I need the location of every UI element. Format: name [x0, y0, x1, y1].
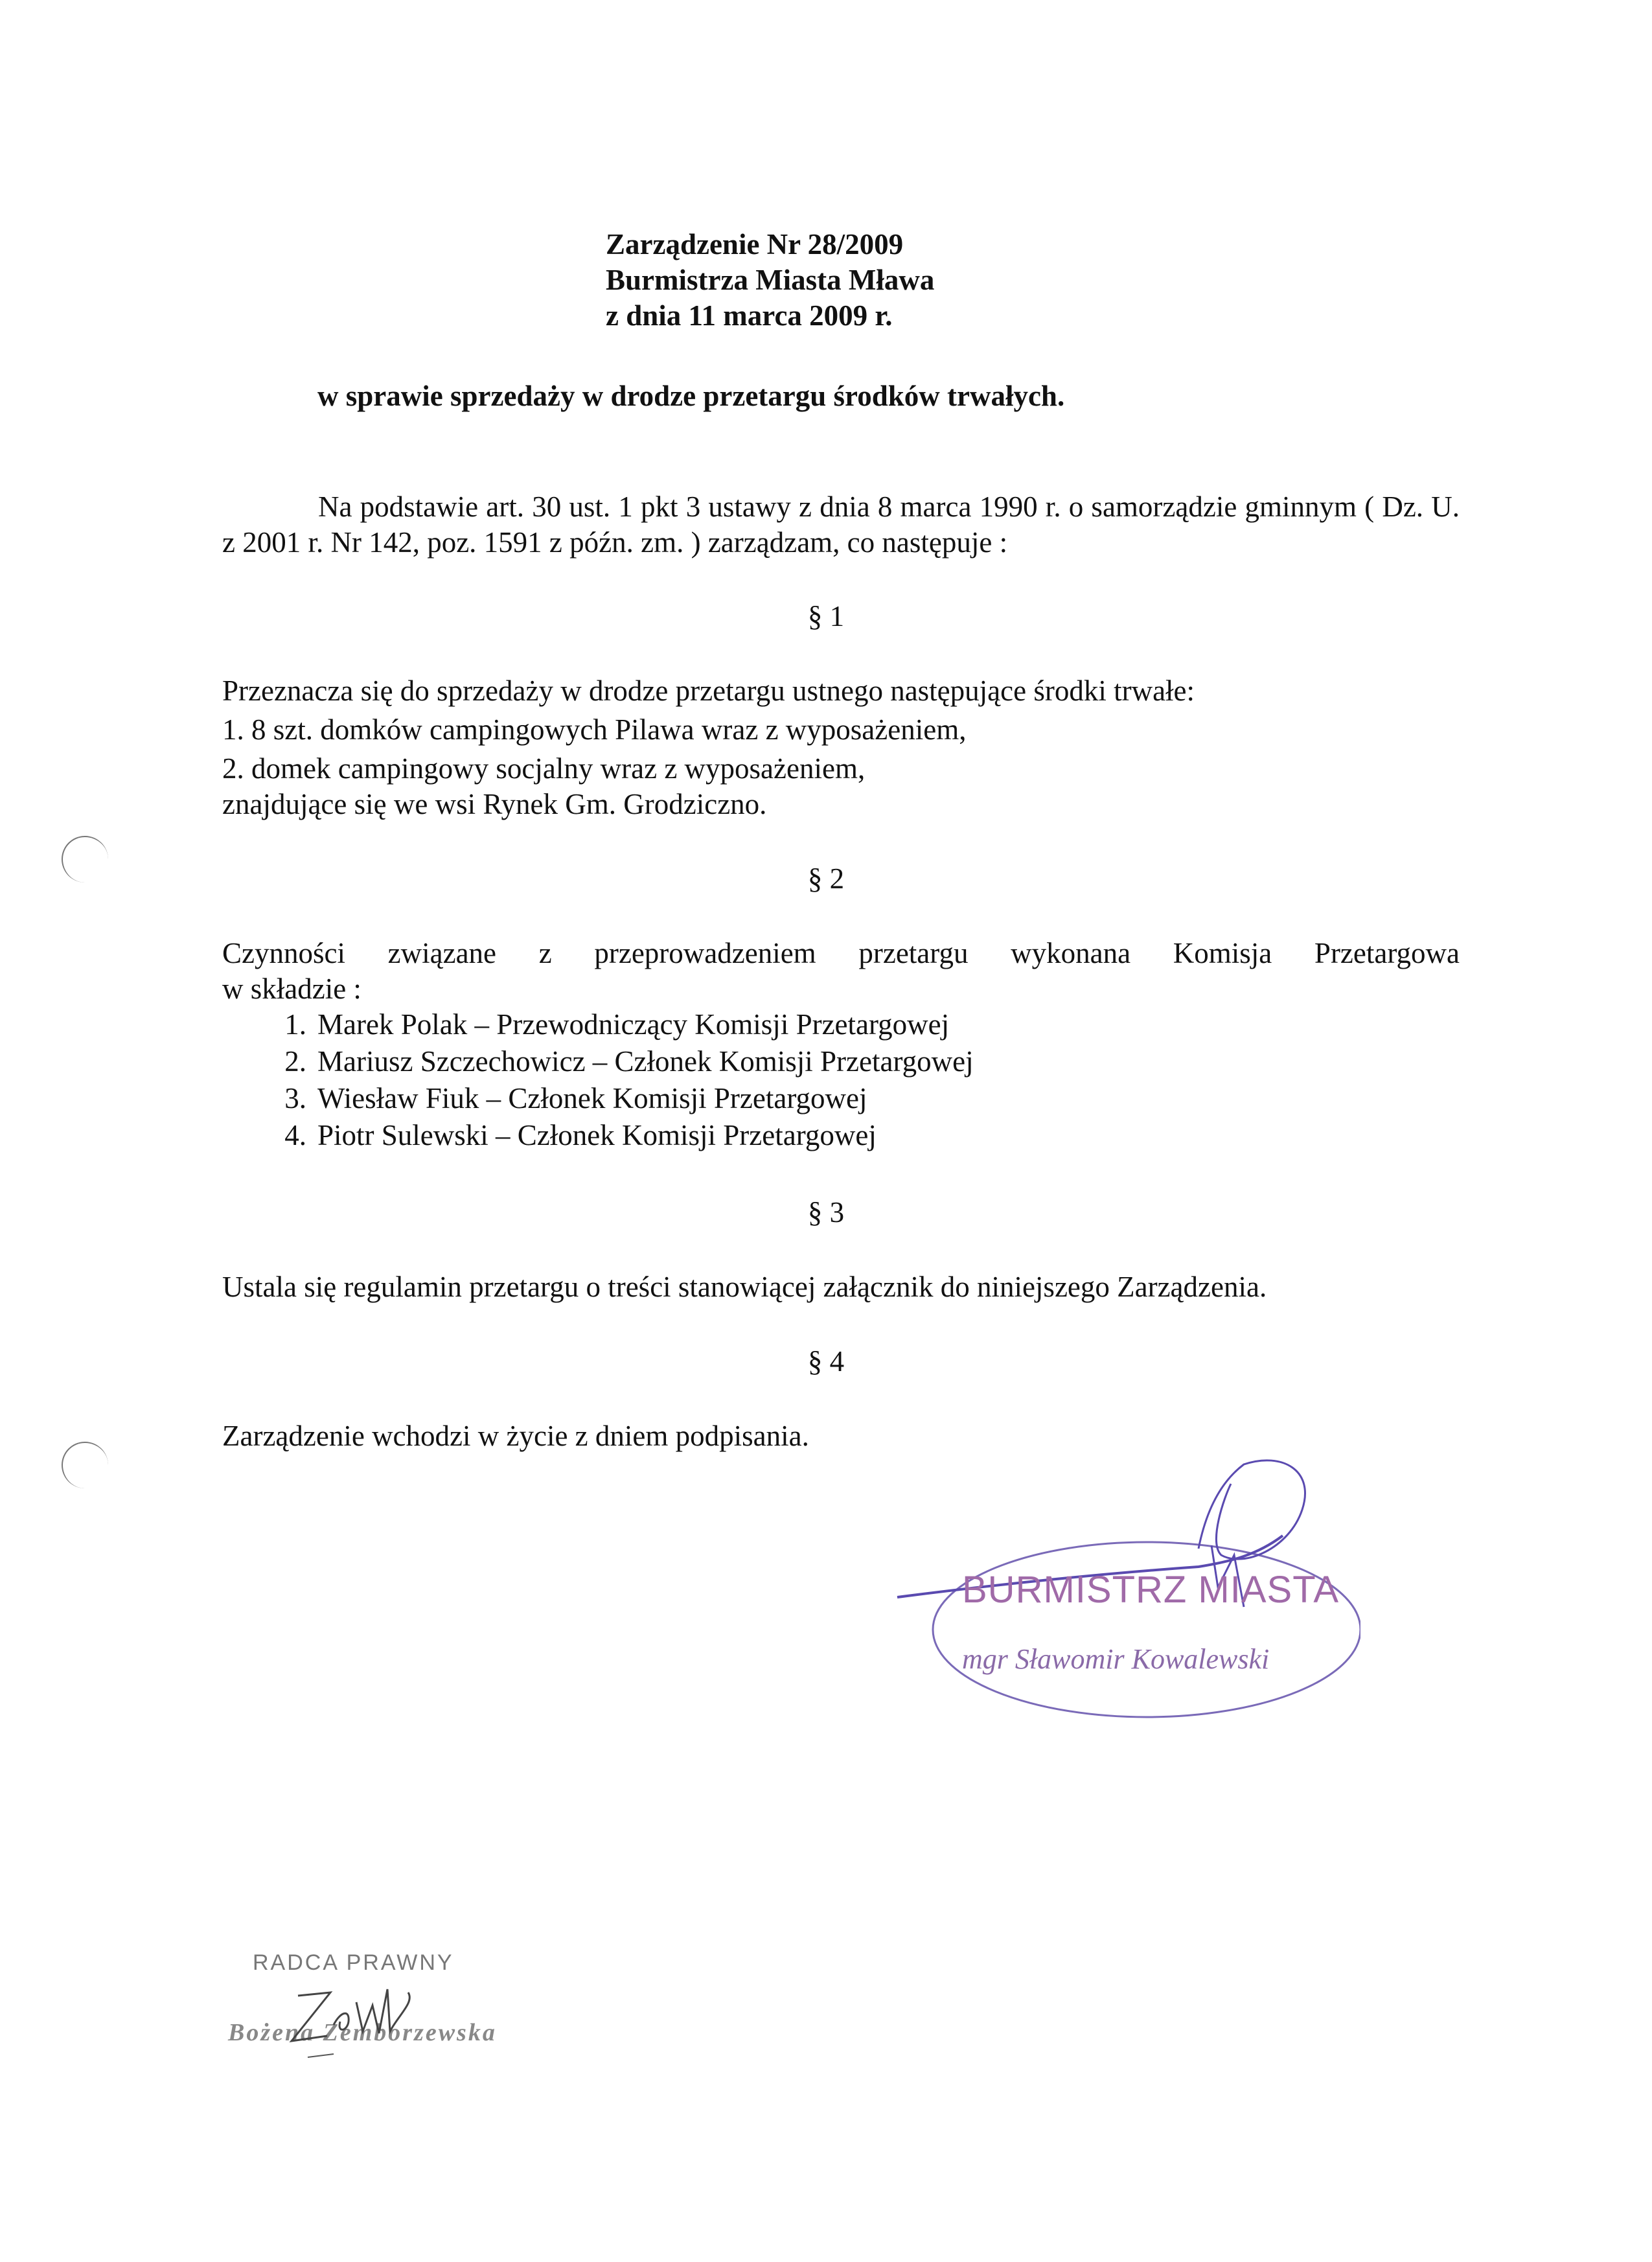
- member-number: 4.: [284, 1119, 306, 1151]
- member-number: 1.: [284, 1008, 306, 1041]
- legal-signature: [220, 1944, 512, 2080]
- section-1-lead: Przeznacza się do sprzedaży w drodze przetargu ustnego następujące środki trwałe:: [222, 675, 1195, 707]
- section-2-lead: Czynności związane z przeprowadzeniem przetargu wykonana Komisja Przetargowa: [222, 937, 1460, 969]
- issue-date: z dnia 11 marca 2009 r.: [606, 299, 893, 332]
- stamp-title: BURMISTRZ MIASTA: [962, 1569, 1340, 1611]
- member-text: Wiesław Fiuk – Członek Komisji Przetargowej: [317, 1082, 867, 1114]
- section-4-heading: § 4: [807, 1345, 845, 1378]
- document-header: [606, 227, 934, 334]
- section-1-heading: § 1: [807, 600, 845, 632]
- section-2-lead-continued: w składzie :: [222, 973, 361, 1005]
- punch-hole: [62, 1442, 108, 1488]
- member-text: Mariusz Szczechowicz – Członek Komisji Przetargowej: [317, 1045, 974, 1078]
- legal-basis-paragraph: Na podstawie art. 30 ust. 1 pkt 3 ustawy z dnia 8 marca 1990 r. o samorządzie gminnym ( Dz. U. z 2001 r. Nr 142, poz. 1591 z późn. zm. ) zarządzam, co następuje :: [222, 490, 1460, 559]
- member-text: Piotr Sulewski – Członek Komisji Przetargowej: [317, 1119, 877, 1151]
- section-1-item: 2. domek campingowy socjalny wraz z wyposażeniem,: [222, 752, 866, 785]
- section-4-text: Zarządzenie wchodzi w życie z dniem podpisania.: [222, 1420, 809, 1452]
- issuing-authority: Burmistrza Miasta Mława: [606, 264, 935, 296]
- member-text: Marek Polak – Przewodniczący Komisji Przetargowej: [317, 1008, 950, 1041]
- punch-hole: [62, 836, 108, 883]
- ordinance-subject: w sprawie sprzedaży w drodze przetargu środków trwałych.: [317, 380, 1065, 412]
- ordinance-number: Zarządzenie Nr 28/2009: [606, 228, 904, 260]
- section-1-item: 1. 8 szt. domków campingowych Pilawa wraz z wyposażeniem,: [222, 713, 967, 746]
- section-2-heading: § 2: [807, 862, 845, 895]
- member-number: 3.: [284, 1082, 306, 1114]
- stamp-name: mgr Sławomir Kowalewski: [962, 1643, 1270, 1675]
- section-3-heading: § 3: [807, 1196, 845, 1229]
- legal-stamp-name: Bożena Zemborzewska: [228, 2019, 497, 2046]
- member-number: 2.: [284, 1045, 306, 1078]
- legal-counsel-stamp: [220, 1944, 512, 2080]
- mayor-stamp: [894, 1458, 1360, 1730]
- section-3-text: Ustala się regulamin przetargu o treści stanowiącej załącznik do niniejszego Zarządzenia.: [222, 1271, 1267, 1303]
- legal-stamp-title: RADCA PRAWNY: [253, 1950, 454, 1975]
- section-1-location: znajdujące się we wsi Rynek Gm. Grodziczno.: [222, 788, 767, 820]
